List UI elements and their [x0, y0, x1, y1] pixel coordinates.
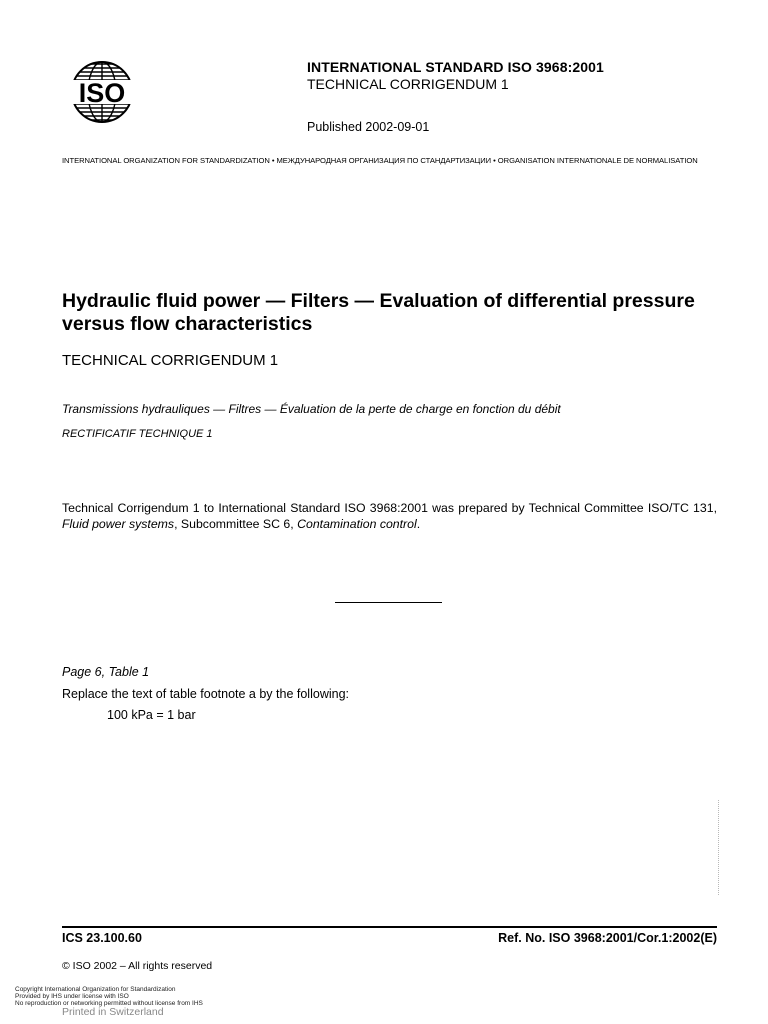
iso-logo-icon: [64, 60, 140, 124]
intro-text-3: .: [416, 517, 421, 531]
intro-committee: Fluid power systems: [62, 517, 175, 531]
ihs-line: Provided by IHS under license with ISO: [15, 993, 129, 1000]
margin-dots: [718, 800, 725, 895]
intro-text-2: , Subcommittee SC 6,: [174, 517, 298, 531]
intro-text-1: Technical Corrigendum 1 to International Standard ISO 3968:2001 was prepared by Technical Committee ISO/TC 131,: [62, 501, 717, 515]
intro-subcommittee: Contamination control: [297, 517, 417, 531]
ihs-line: Copyright International Organization for Standardization: [15, 986, 176, 993]
french-title: Transmissions hydrauliques — Filtres — Évaluation de la perte de charge en fonction du débit: [62, 402, 561, 416]
reference-number: Ref. No. ISO 3968:2001/Cor.1:2002(E): [498, 931, 717, 945]
document-title: Hydraulic fluid power — Filters — Evaluation of differential pressure versus flow characteristics: [62, 290, 695, 335]
separator-rule: [335, 602, 442, 603]
copyright-notice: © ISO 2002 – All rights reserved: [62, 960, 213, 972]
ics-code: ICS 23.100.60: [62, 931, 142, 945]
correction-replacement: 100 kPa = 1 bar: [107, 708, 196, 722]
ihs-line: No reproduction or networking permitted without license from IHS: [15, 1000, 203, 1007]
correction-location: Page 6, Table 1: [62, 665, 150, 679]
ihs-license-notice: [15, 986, 203, 1007]
footer-rule: [62, 926, 717, 928]
printed-in: Printed in Switzerland: [62, 1006, 164, 1018]
iso-logo: [64, 60, 140, 124]
correction-instruction: Replace the text of table footnote a by the following:: [62, 687, 349, 701]
french-corrigendum: RECTIFICATIF TECHNIQUE 1: [62, 428, 213, 440]
standard-title: INTERNATIONAL STANDARD ISO 3968:2001: [307, 59, 604, 75]
iso-logo-text: ISO: [78, 78, 126, 108]
published-date: Published 2002-09-01: [307, 120, 430, 134]
corrigendum-heading: TECHNICAL CORRIGENDUM 1: [62, 352, 279, 369]
organization-line: INTERNATIONAL ORGANIZATION FOR STANDARDIZATION • МЕЖДУНАРОДНАЯ ОРГАНИЗАЦИЯ ПО СТАНДАРТИЗАЦИИ • ORGANISATION INTERNATIONALE DE NORMALISATION: [62, 156, 698, 165]
intro-paragraph: [62, 500, 717, 532]
standard-corrigendum: TECHNICAL CORRIGENDUM 1: [307, 76, 509, 92]
